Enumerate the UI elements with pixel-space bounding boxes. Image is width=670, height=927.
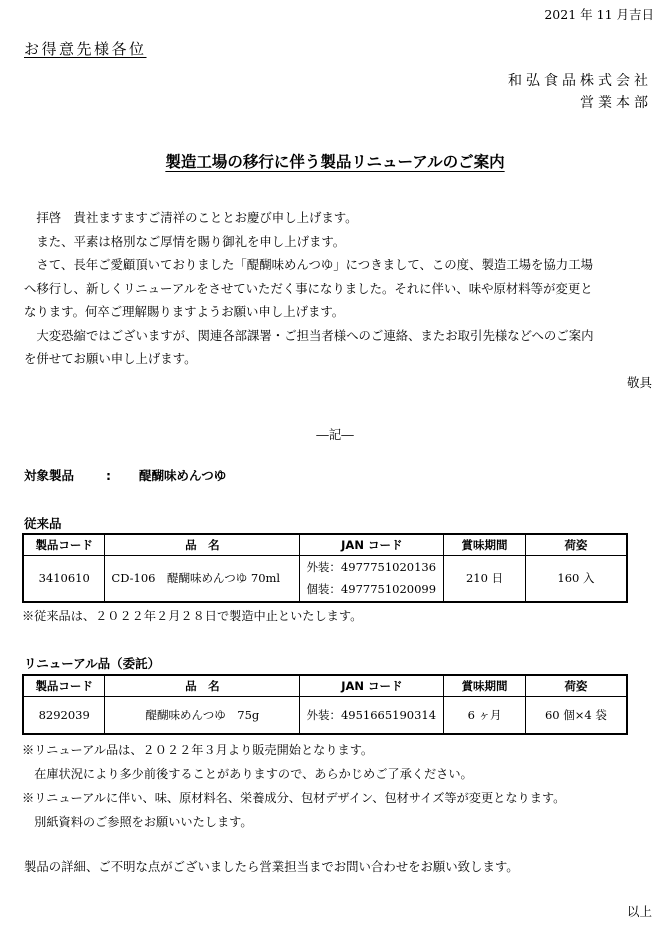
document-date: 2021 年 11 月吉日 [544,7,654,22]
ki-marker: ―記― [316,427,354,442]
col-code: 製品コード [23,675,105,697]
new-note-3: ※リニューアルに伴い、味、原材料名、栄養成分、包材デザイン、包材サイズ等が変更となります。 [22,791,566,805]
old-product-heading: 従来品 [24,516,62,531]
body-line-2: また、平素は格別なご厚情を賜り御礼を申し上げます。 [36,233,346,249]
target-label: 対象製品 [24,468,75,483]
body-line-4: へ移行し、新しくリニューアルをさせていただく事になりました。それに伴い、味や原材料等が変更と [24,280,593,296]
target-colon: : [106,468,112,483]
document-title-text: 製造工場の移行に伴う製品リニューアルのご案内 [165,153,505,171]
col-packing: 荷姿 [525,534,627,556]
old-jan [300,556,444,602]
body-text [24,206,650,371]
col-shelf-life: 賞味期間 [444,534,526,556]
body-line-5: なります。何卒ご理解賜りますようお願い申し上げます。 [24,304,345,319]
old-product-note: ※従来品は、２０２２年２月２８日で製造中止といたします。 [22,609,363,623]
old-jan-inner: 個装：4977751020099 [306,582,437,597]
old-packing: 160 入 [525,556,627,602]
col-shelf-life: 賞味期間 [444,675,526,697]
new-note-1: ※リニューアル品は、２０２２年３月より販売開始となります。 [22,743,374,757]
contact-line: 製品の詳細、ご不明な点がございましたら営業担当までお問い合わせをお願い致します。 [24,859,519,874]
new-shelf-life: 6 ヶ月 [444,697,526,734]
col-name: 品 名 [105,534,300,556]
new-name: 醍醐味めんつゆ 75g [105,697,300,734]
document-title [0,150,670,172]
target-value: 醍醐味めんつゆ [139,468,227,483]
addressee: お得意先様各位 [24,40,147,58]
new-jan: 外装：4951665190314 [300,697,444,734]
body-line-6: 大変恐縮ではございますが、関連各部課署・ご担当者様へのご連絡、またお取引先様などへのご案内 [36,327,594,343]
old-jan-outer: 外装：4977751020136 [306,560,437,575]
body-line-7: を併せてお願い申し上げます。 [24,351,197,366]
table-header-row [23,534,627,556]
col-code: 製品コード [23,534,105,556]
body-line-1: 拝啓 貴社ますますご清祥のこととお慶び申し上げます。 [36,210,358,225]
company-name: 和弘食品株式会社 [508,73,652,89]
closing-keigu: 敬具 [626,375,652,390]
body-line-3: さて、長年ご愛顧頂いておりました「醍醐味めんつゆ」につきまして、この度、製造工場を協力工場 [36,257,593,272]
target-product [24,466,226,484]
new-note-4: 別紙資料のご参照をお願いいたします。 [22,815,253,829]
table-header-row [23,675,627,697]
new-note-2: 在庫状況により多少前後することがありますので、あらかじめご了承ください。 [22,767,473,781]
table-row [23,556,627,602]
new-product-heading: リニューアル品（委託） [24,656,161,671]
new-code: 8292039 [23,697,105,734]
old-code: 3410610 [23,556,105,602]
col-packing: 荷姿 [525,675,627,697]
old-name: CD-106 醍醐味めんつゆ 70ml [105,556,300,602]
col-name: 品 名 [105,675,300,697]
department-name: 営業本部 [580,95,652,111]
old-product-table [22,533,628,603]
table-row [23,697,627,734]
end-marker: 以上 [626,904,652,919]
col-jan: JAN コード [300,534,444,556]
old-shelf-life: 210 日 [444,556,526,602]
col-jan: JAN コード [300,675,444,697]
new-packing: 60 個×4 袋 [525,697,627,734]
new-product-table [22,674,628,735]
